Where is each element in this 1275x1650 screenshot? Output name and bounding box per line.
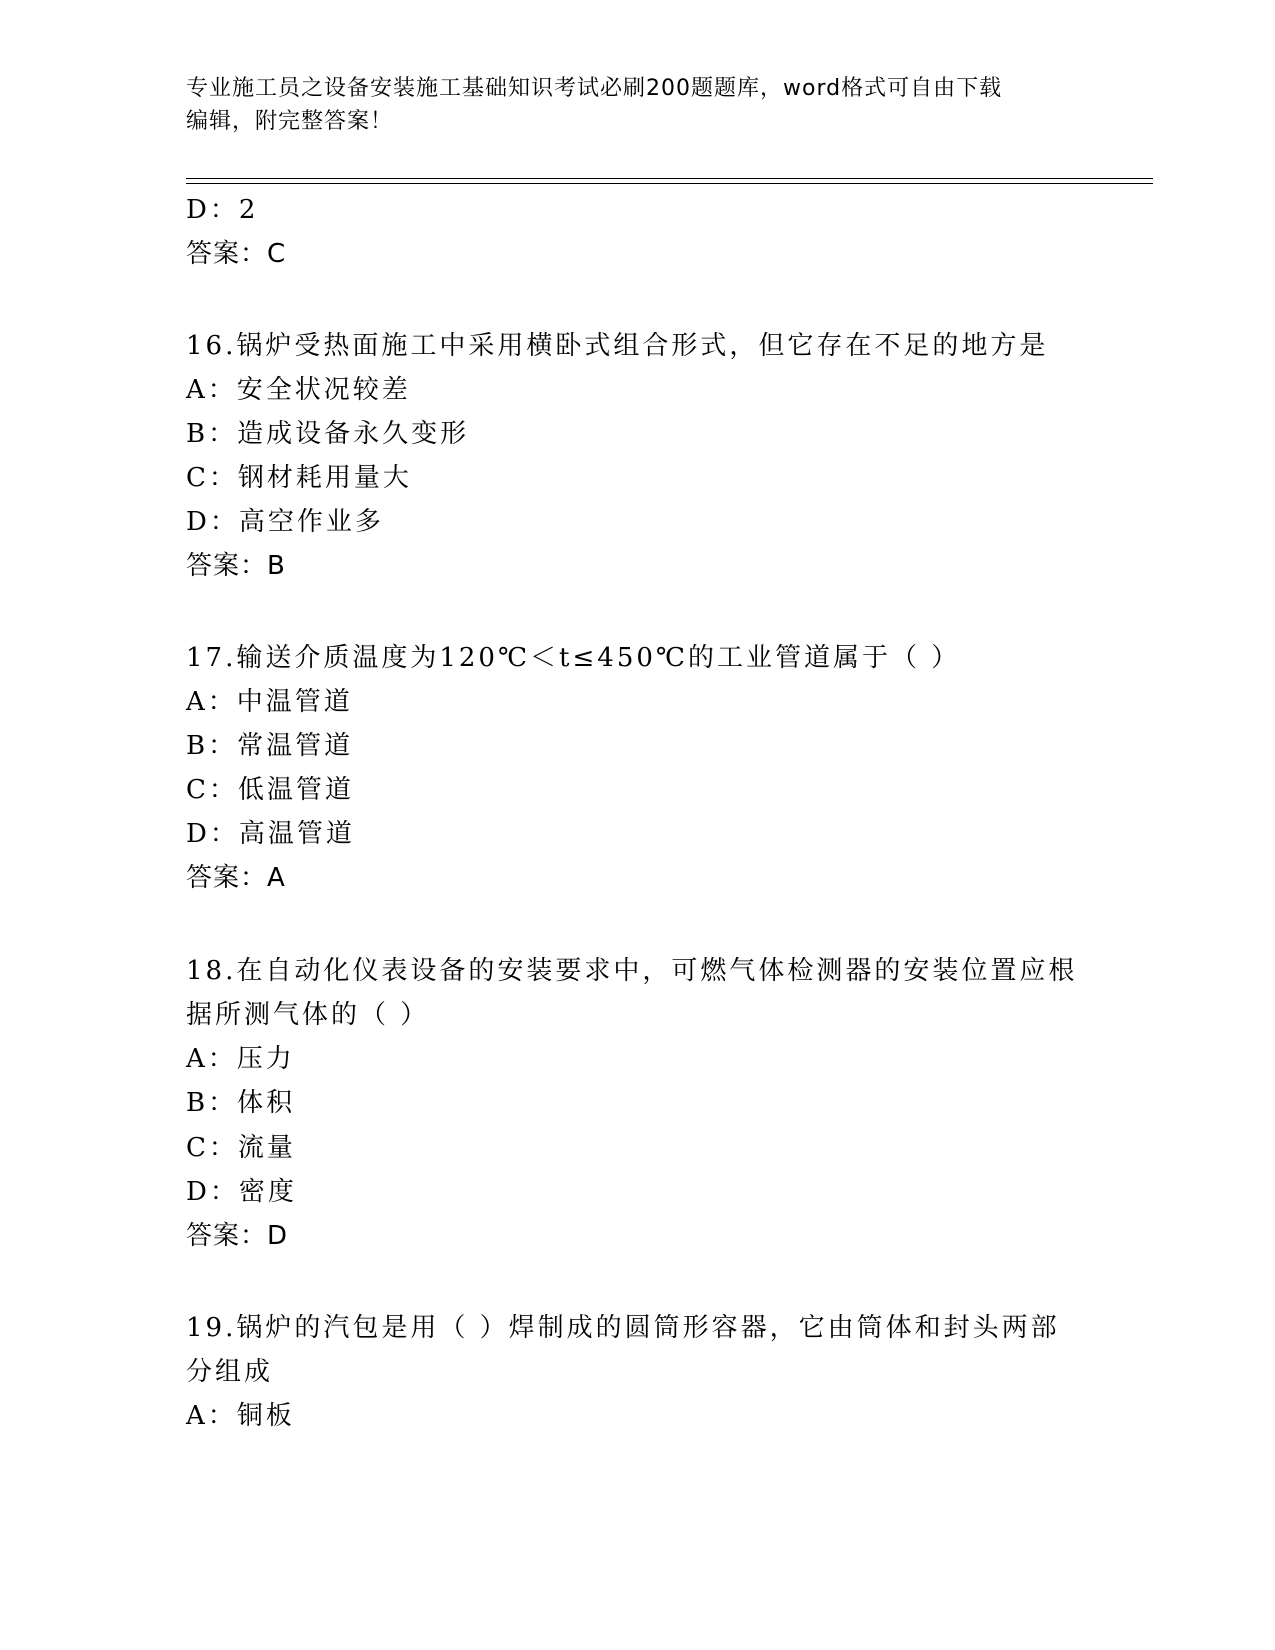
- q19-option-a: A：铜板: [186, 1401, 295, 1431]
- q18-stem-line-2: 据所测气体的（ ）: [186, 1000, 430, 1030]
- q17-option-b: B：常温管道: [186, 731, 354, 761]
- header-divider-top: [186, 178, 1153, 179]
- q16-option-b: B：造成设备永久变形: [186, 419, 470, 449]
- q17-option-d: D：高温管道: [186, 819, 355, 849]
- q18-option-b: B：体积: [186, 1088, 296, 1118]
- q17-answer: 答案：A: [186, 863, 286, 893]
- q18-stem-line-1: 18.在自动化仪表设备的安装要求中，可燃气体检测器的安装位置应根: [186, 956, 1078, 986]
- q18-option-d: D：密度: [186, 1177, 297, 1207]
- q15-option-d: D：2: [186, 195, 259, 225]
- q17-stem: 17.输送介质温度为120℃＜t≤450℃的工业管道属于（ ）: [186, 643, 961, 673]
- q16-option-a: A：安全状况较差: [186, 375, 411, 405]
- q16-option-d: D：高空作业多: [186, 507, 384, 537]
- q16-stem: 16.锅炉受热面施工中采用横卧式组合形式，但它存在不足的地方是: [186, 331, 1049, 361]
- q19-stem-line-1: 19.锅炉的汽包是用（ ）焊制成的圆筒形容器，它由筒体和封头两部: [186, 1313, 1060, 1343]
- q18-answer: 答案：D: [186, 1221, 289, 1251]
- q16-answer: 答案：B: [186, 551, 286, 581]
- document-header: [186, 72, 1086, 138]
- header-divider-bottom: [186, 183, 1153, 184]
- q18-option-c: C：流量: [186, 1133, 296, 1163]
- header-title-line-2: 编辑，附完整答案！: [186, 109, 394, 134]
- q18-option-a: A：压力: [186, 1044, 295, 1074]
- q17-option-a: A：中温管道: [186, 687, 353, 717]
- q15-answer: 答案：C: [186, 239, 287, 269]
- q17-option-c: C：低温管道: [186, 775, 354, 805]
- q16-option-c: C：钢材耗用量大: [186, 463, 412, 493]
- header-title-line-1: 专业施工员之设备安装施工基础知识考试必刷200题题库，word格式可自由下载: [186, 76, 1003, 101]
- q19-stem-line-2: 分组成: [186, 1357, 274, 1387]
